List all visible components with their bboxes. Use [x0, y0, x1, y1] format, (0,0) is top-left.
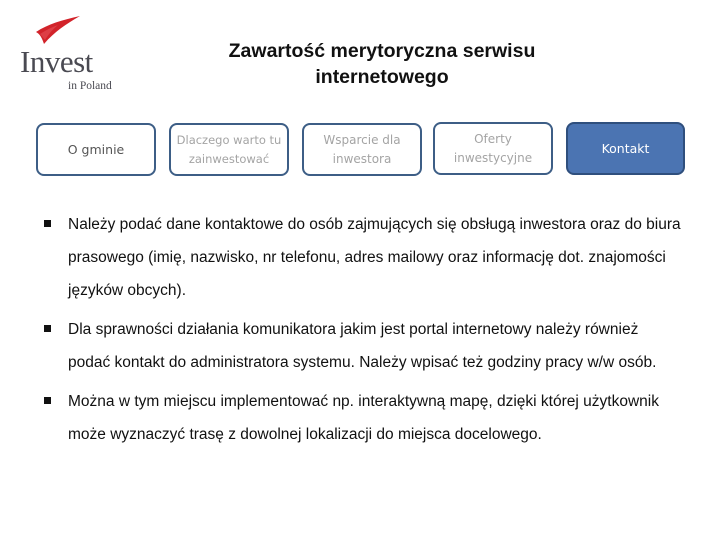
page-title: Zawartość merytoryczna serwisu internetowego: [228, 40, 536, 88]
nav-dlaczego-warto[interactable]: Dlaczego warto tu zainwestować: [169, 123, 289, 176]
bullet-list: [42, 208, 682, 457]
nav-wsparcie[interactable]: Wsparcie dla inwestora: [302, 123, 422, 176]
nav-oferty[interactable]: Oferty inwestycyjne: [433, 122, 553, 175]
bullet-item: [42, 385, 682, 451]
invest-in-poland-logo: [18, 14, 112, 92]
nav-kontakt[interactable]: Kontakt: [566, 122, 685, 175]
bullet-square-icon: [44, 397, 51, 404]
bullet-text: Dla sprawności działania komunikatora jakim jest portal internetowy należy również podać kontakt do administratora systemu. Należy wpisać też godziny pracy w/w osób.: [68, 321, 657, 371]
bullet-square-icon: [44, 220, 51, 227]
logo-word: Invest: [20, 44, 93, 79]
bullet-item: [42, 313, 682, 379]
bullet-square-icon: [44, 325, 51, 332]
nav-o-gminie[interactable]: O gminie: [36, 123, 156, 176]
logo-subtitle: in Poland: [68, 80, 112, 92]
bullet-item: [42, 208, 682, 307]
bullet-text: Należy podać dane kontaktowe do osób zajmujących się obsługą inwestora oraz do biura prasowego (imię, nazwisko, nr telefonu, adres mailowy oraz informację dot. znajomości języków obcych).: [68, 216, 681, 299]
bullet-text: Można w tym miejscu implementować np. interaktywną mapę, dzięki której użytkownik może wyznaczyć trasę z dowolnej lokalizacji do miejsca docelowego.: [68, 393, 659, 443]
